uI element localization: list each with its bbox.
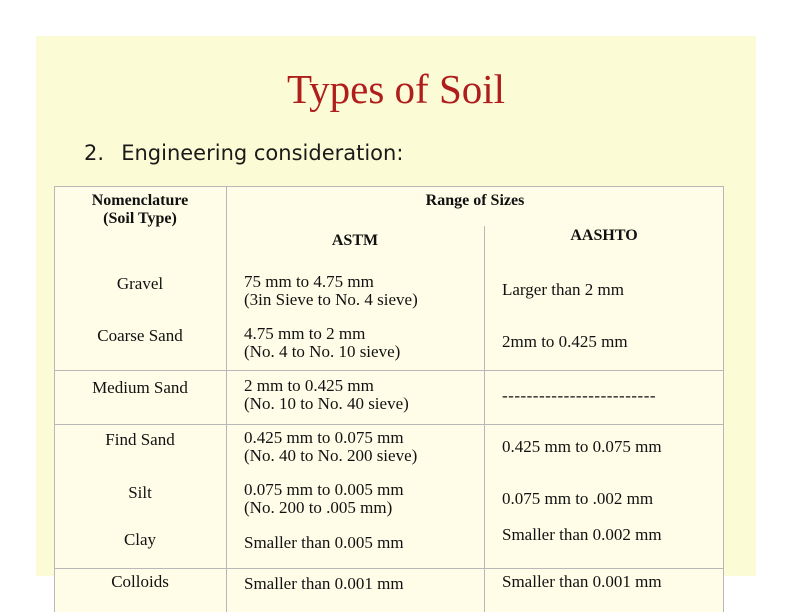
aashto-range: Smaller than 0.001 mm	[502, 572, 662, 591]
aashto-range-empty: -------------------------	[502, 386, 657, 405]
astm-sieve: (No. 4 to No. 10 sieve)	[244, 342, 401, 361]
astm-sieve: (No. 10 to No. 40 sieve)	[244, 394, 409, 413]
aashto-range: 2mm to 0.425 mm	[502, 332, 628, 351]
astm-sieve: (No. 200 to .005 mm)	[244, 498, 393, 517]
table-border-right	[723, 186, 724, 612]
astm-range: 4.75 mm to 2 mm	[244, 324, 366, 343]
astm-range: 2 mm to 0.425 mm	[244, 376, 374, 395]
slide-title: Types of Soil	[286, 66, 506, 112]
header-nomenclature: Nomenclature	[91, 192, 189, 209]
soil-type-name: Silt	[128, 483, 152, 502]
astm-range: 0.425 mm to 0.075 mm	[244, 428, 404, 447]
aashto-range: Larger than 2 mm	[502, 280, 624, 299]
header-range-of-sizes: Range of Sizes	[425, 192, 525, 209]
astm-range: Smaller than 0.005 mm	[244, 533, 404, 552]
soil-type-name: Clay	[123, 530, 157, 549]
soil-type-name: Gravel	[116, 274, 164, 293]
column-divider-astm	[484, 226, 485, 612]
slide-subtitle: 2. Engineering consideration:	[84, 141, 404, 165]
header-aashto: AASHTO	[570, 227, 638, 244]
aashto-range: 0.425 mm to 0.075 mm	[502, 437, 662, 456]
row-divider	[54, 424, 724, 425]
aashto-range: 0.075 mm to .002 mm	[502, 489, 654, 508]
row-divider	[54, 568, 724, 569]
astm-range: 75 mm to 4.75 mm	[244, 272, 374, 291]
astm-sieve: (3in Sieve to No. 4 sieve)	[244, 290, 418, 309]
aashto-range: Smaller than 0.002 mm	[502, 525, 662, 544]
header-soil-type: (Soil Type)	[103, 210, 177, 227]
soil-type-name: Colloids	[111, 572, 169, 591]
soil-size-table	[54, 186, 724, 612]
soil-type-name: Coarse Sand	[97, 326, 183, 345]
astm-range: 0.075 mm to 0.005 mm	[244, 480, 404, 499]
soil-type-name: Find Sand	[105, 430, 175, 449]
table-border-top	[54, 186, 724, 187]
row-divider	[54, 370, 724, 371]
soil-type-name: Medium Sand	[92, 378, 188, 397]
header-astm: ASTM	[331, 232, 379, 249]
astm-sieve: (No. 40 to No. 200 sieve)	[244, 446, 418, 465]
astm-range: Smaller than 0.001 mm	[244, 574, 404, 593]
